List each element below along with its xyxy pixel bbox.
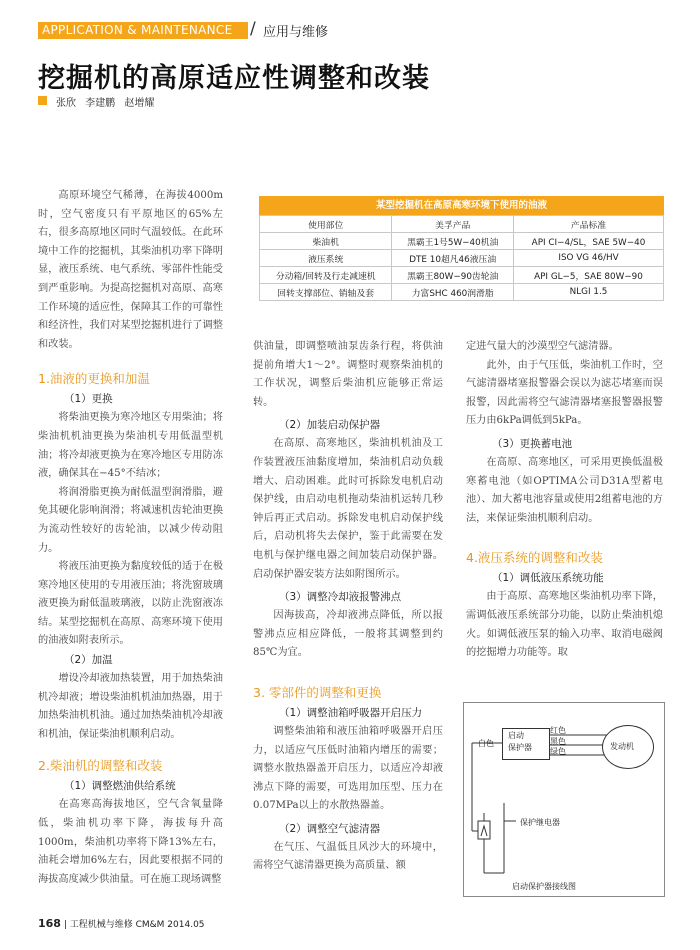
table-header-cell: 美孚产品: [392, 216, 514, 233]
journal-name: 工程机械与维修 CM&M 2014.05: [69, 920, 205, 930]
table-row: [260, 267, 664, 284]
header-slash: /: [250, 19, 256, 39]
author-bullet-icon: [38, 96, 47, 105]
table-header-cell: 使用部位: [260, 216, 392, 233]
black-wire-label: 黑色: [550, 737, 566, 746]
page-number: 168: [38, 917, 61, 930]
section-1-para-3: 将液压油更换为黏度较低的适于在极寒冷地区使用的专用液压油；将洗窗玻璃液更换为耐低温玻璃液，以防止洗窗液冻结。某型挖掘机在高原、高寒环境下使用的油液如附表所示。: [38, 561, 223, 647]
table-cell: 回转支撑部位、销轴及套: [260, 284, 392, 301]
white-wire-label: 白色: [478, 739, 494, 748]
col3-sub-3: （3）更换蓄电池: [492, 437, 573, 450]
red-wire-label: 红色: [550, 726, 566, 735]
table-cell: 黑霸王1号5W−40机油: [392, 233, 514, 250]
section-1-para-1: 将柴油更换为寒冷地区专用柴油；将柴油机机油更换为柴油机专用低温型机油；将冷却液更换为在寒冷地区专用防冻液，确保其在−45°不结冰；: [38, 412, 223, 480]
header-category-en: APPLICATION & MAINTENANCE: [42, 23, 233, 37]
table-cell: API CI−4/SL，SAE 5W−40: [514, 233, 664, 250]
starter-protector-label: 启动 保护器: [508, 731, 532, 752]
table-header-row: [260, 216, 664, 233]
section-1-title: 1.油液的更换和加温: [38, 371, 150, 387]
table-cell: 液压系统: [260, 250, 392, 267]
section-4-sub-1: （1）调低液压系统功能: [492, 572, 604, 585]
table-title: 某型挖掘机在高原高寒环境下使用的油液: [259, 196, 664, 215]
section-3-para-2: 在气压、气温低且风沙大的环境中，需将空气滤清器更换为高质量、额: [253, 841, 443, 872]
table-row: [260, 250, 664, 267]
section-4-title: 4.液压系统的调整和改装: [466, 550, 603, 566]
table-cell: 黑霸王80W−90齿轮油: [392, 267, 514, 284]
section-3-para-1: 调整柴油箱和液压油箱呼吸器开启压力，以适应气压低时油箱内增压的需要；调整水散热器盖开启压力，以适应冷却液沸点下降的需要，可选用加压型、压力在0.07MPa以上的水散热器盖。: [253, 725, 443, 812]
table-cell: API GL−5，SAE 80W−90: [514, 267, 664, 284]
footer-separator: |: [63, 920, 70, 930]
table-row: [260, 233, 664, 250]
generator-label: 发动机: [610, 742, 634, 751]
section-1-para-4: 增设冷却液加热装置，用于加热柴油机冷却液；增设柴油机机油加热器，用于加热柴油机机油。通过加热柴油机冷却液和机油，保证柴油机顺利启动。: [38, 673, 223, 740]
header-category-cn: 应用与维修: [263, 25, 329, 40]
section-3-title: 3. 零部件的调整和更换: [253, 684, 382, 700]
article-title: 挖掘机的高原适应性调整和改装: [38, 63, 430, 94]
col2-sub-2: （2）加装启动保护器: [279, 419, 381, 432]
col3-para-3: 在高原、高寒地区，可采用更换低温极寒蓄电池（如OPTIMA公司D31A型蓄电池）、加大蓄电池容量或使用2组蓄电池的方法，来保证柴油机顺利启动。: [466, 456, 663, 524]
diagram-caption: 启动保护器接线图: [512, 882, 576, 891]
col3-para-1: 定进气量大的沙漠型空气滤清器。: [466, 341, 619, 352]
section-3-sub-2: （2）调整空气滤清器: [279, 822, 381, 835]
section-1-sub-1: （1）更换: [64, 393, 113, 406]
col2-para-2: 在高原、高寒地区，柴油机机油及工作装置液压油黏度增加，柴油机启动负载增大、启动困难。此时可拆除发电机启动保护线，由启动电机拖动柴油机运转几秒钟后再正式启动。拆除发电机启动保护线后，启动机将失去保护，鉴于此需要在发电机与保护继电器之间加装启动保护器。启动保护器安装方法如附图所示。: [253, 438, 443, 580]
section-2-title: 2.柴油机的调整和改装: [38, 758, 163, 774]
col2-para-3: 因海拔高，冷却液沸点降低，所以报警沸点应相应降低，一般将其调整到约85℃为宜。: [253, 610, 443, 659]
table-cell: 力富SHC 460润滑脂: [392, 284, 514, 301]
section-4-para-1: 由于高原、高寒地区柴油机功率下降，需调低液压系统部分功能，以防止柴油机熄火。如调低液压泵的输入功率、取消电磁阀的挖掘增力功能等。取: [466, 591, 663, 659]
col2-para-1: 供油量，即调整喷油泵齿条行程，将供油提前角增大1～2°。调整时观察柴油机的工作状况，调整后柴油机应能够正常运转。: [253, 341, 443, 408]
table-header-cell: 产品标准: [514, 216, 664, 233]
section-2-para-1: 在高寒高海拔地区，空气含氧量降低，柴油机功率下降，海拔每升高1000m，柴油机功率将下降13%左右，油耗会增加6%左右，因此要根据不同的海拔高度减少供油量。可在施工现场调整: [38, 799, 223, 885]
oil-table-grid: [259, 215, 664, 301]
table-cell: ISO VG 46/HV: [514, 250, 664, 267]
column-left: [38, 187, 223, 889]
table-cell: 分动箱/回转及行走减速机: [260, 267, 392, 284]
table-cell: 柴油机: [260, 233, 392, 250]
table-cell: NLGI 1.5: [514, 284, 664, 301]
table-row: [260, 284, 664, 301]
table-cell: DTE 10超凡46液压油: [392, 250, 514, 267]
col3-para-2: 此外，由于气压低，柴油机工作时，空气滤清器堵塞报警器会误以为滤芯堵塞而误报警，因此需将空气滤清器堵塞报警器报警压力由6kPa调低到5kPa。: [466, 359, 663, 427]
relay-label: 保护继电器: [520, 818, 560, 827]
wiring-diagram: [463, 702, 665, 897]
column-middle: [253, 338, 443, 876]
section-2-sub-1: （1）调整燃油供给系统: [64, 780, 176, 793]
section-1-sub-2: （2）加温: [64, 654, 113, 667]
oil-table: [259, 196, 664, 301]
section-1-para-2: 将润滑脂更换为耐低温型润滑脂，避免其硬化影响润滑；将减速机齿轮油更换为流动性较好的齿轮油，以减少传动阻力。: [38, 486, 223, 554]
column-right: [466, 338, 663, 663]
section-3-sub-1: （1）调整油箱呼吸器开启压力: [279, 706, 423, 719]
relay-coil-icon: [478, 821, 490, 839]
intro-paragraph: 高原环境空气稀薄，在海拔4000m时，空气密度只有平原地区的65%左右，很多高原地区同时气温较低。在此环境中工作的挖掘机，其柴油机功率下降明显，液压系统、电气系统、零部件性能受到严重影响。为提高挖掘机对高原、高寒工作环境的适应性，保障其工作的可靠性和经济性，我们对某型挖掘机进行了调整和改装。: [38, 190, 223, 350]
col2-sub-3: （3）调整冷却液报警沸点: [279, 591, 402, 604]
green-wire-label: 绿色: [550, 747, 566, 756]
article-authors: 张欣 李建鹏 赵增耀: [56, 98, 155, 109]
page-footer: [38, 917, 205, 930]
